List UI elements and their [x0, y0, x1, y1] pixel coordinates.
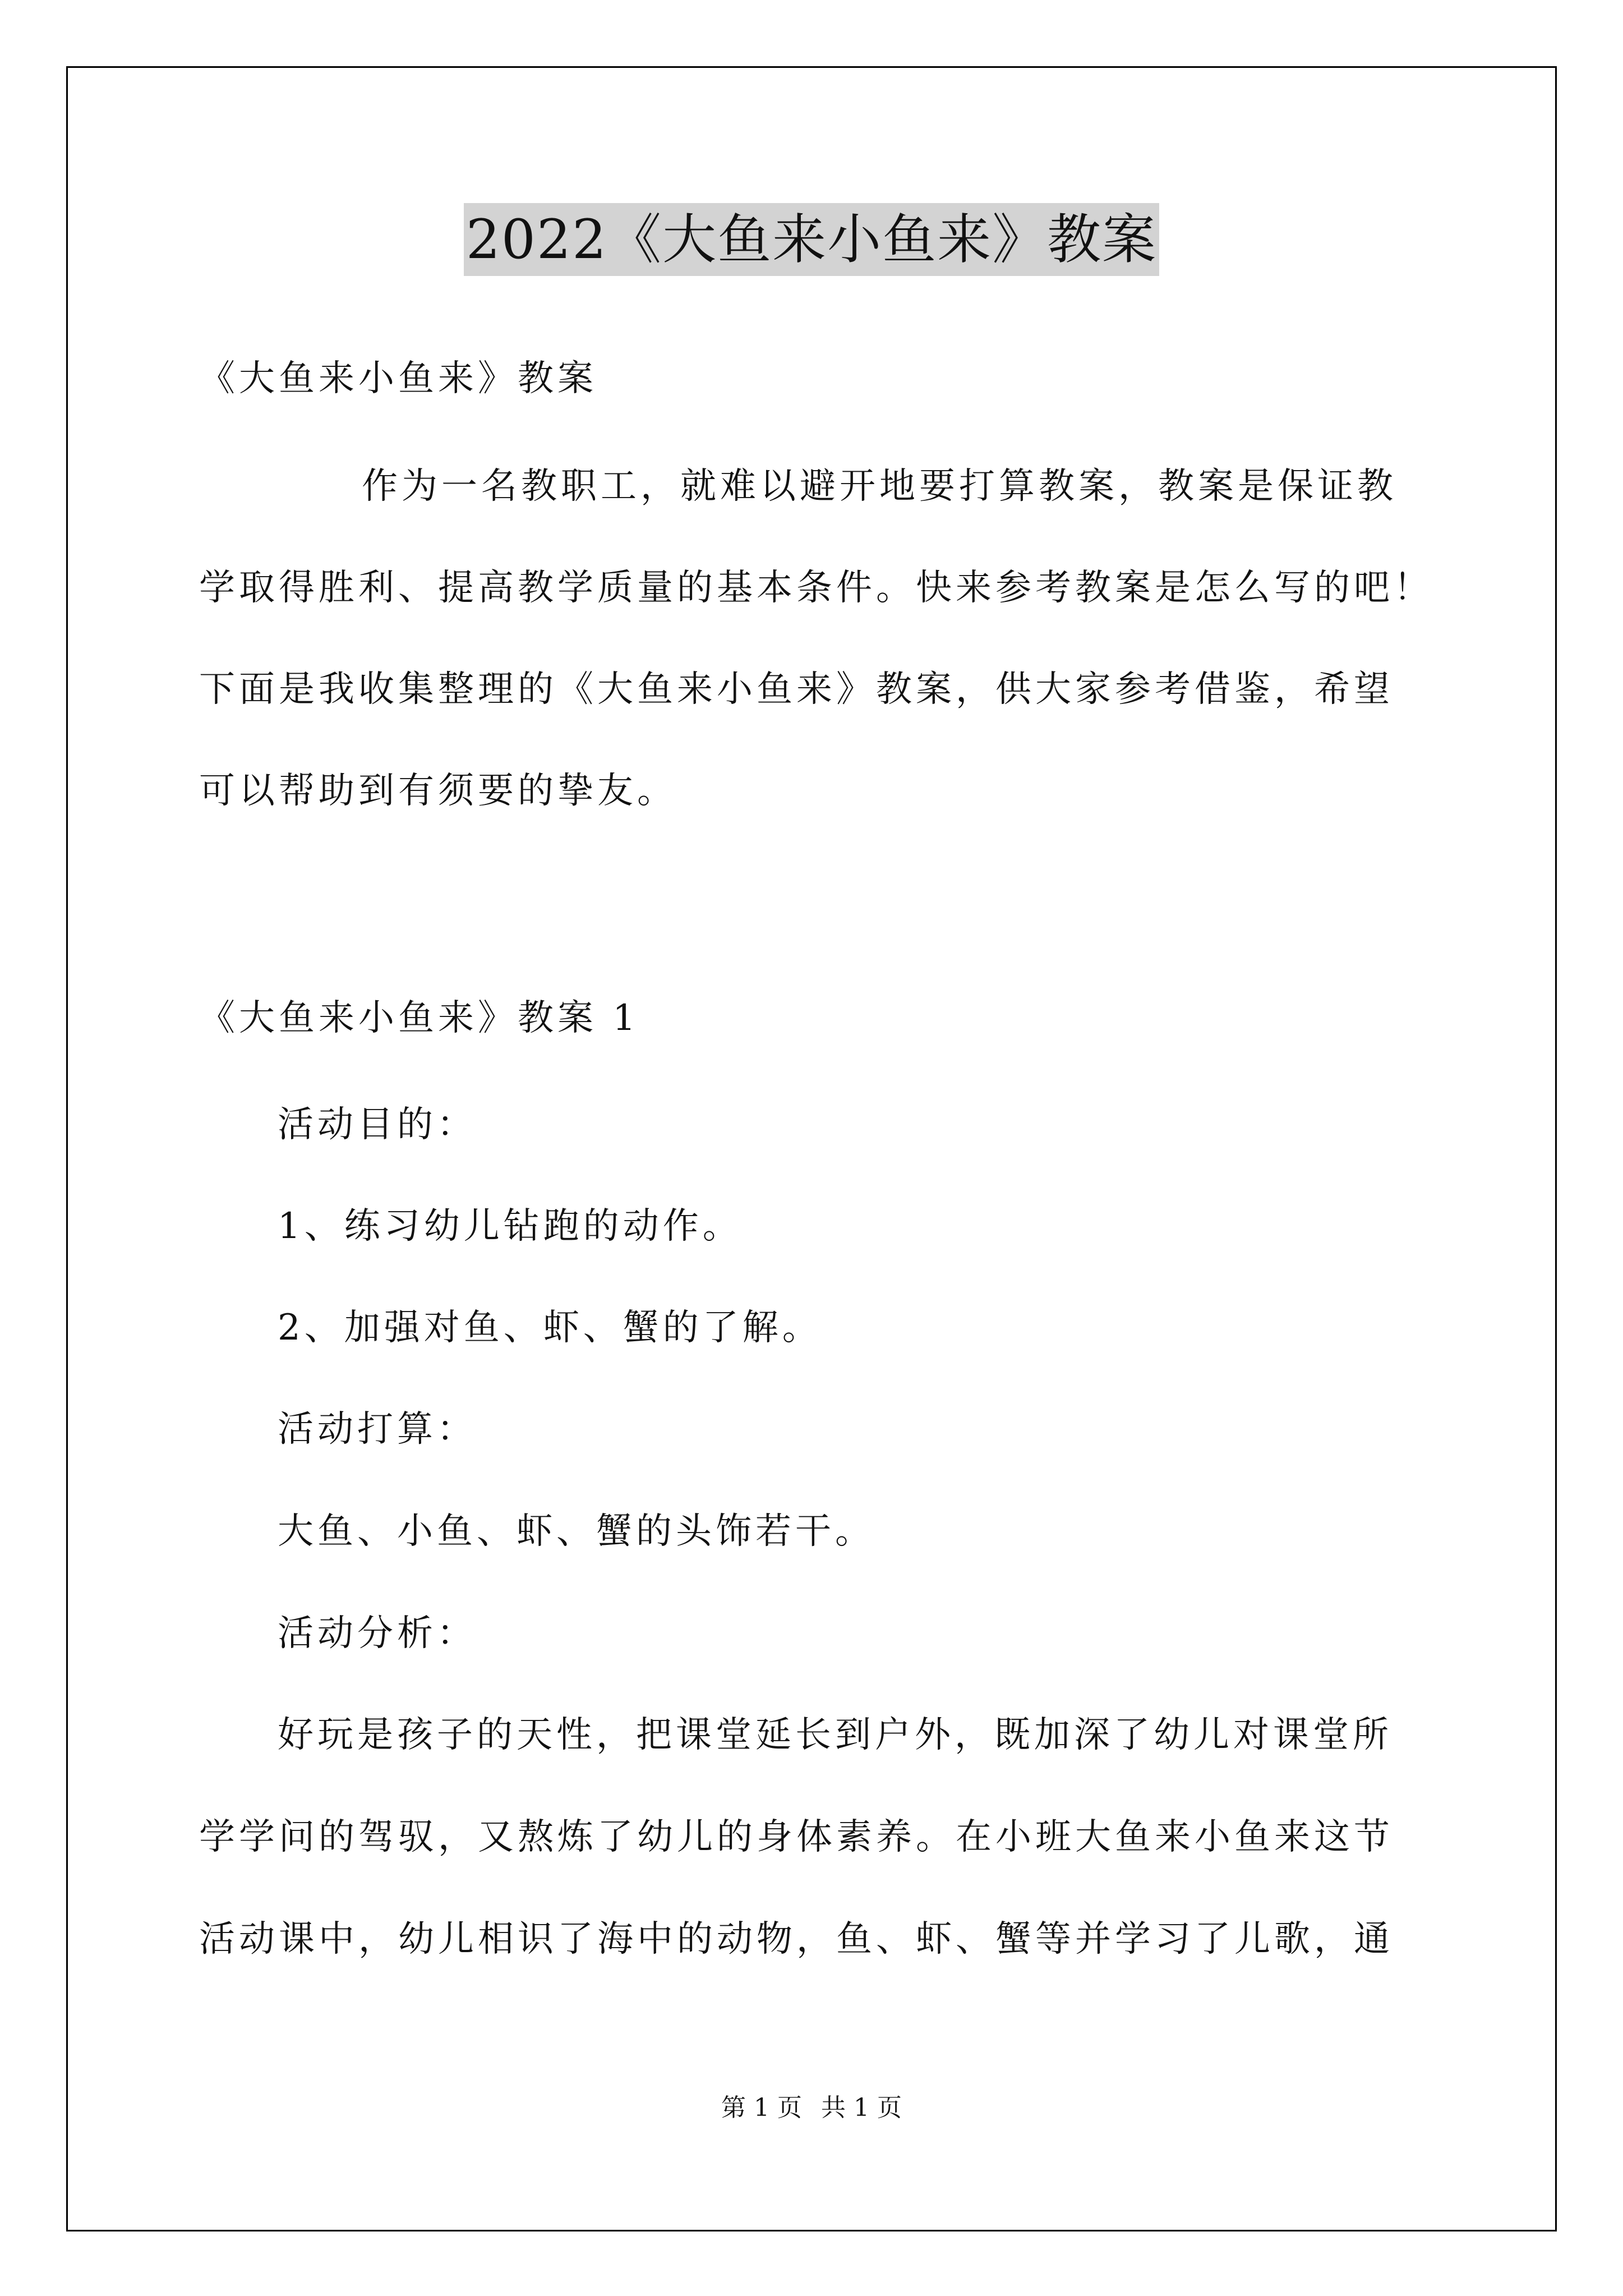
- paragraph-line: 学学问的驾驭，又熬炼了幼儿的身体素养。在小班大鱼来小鱼来这节: [199, 1816, 1394, 1858]
- paragraph-line: 学取得胜利、提高教学质量的基本条件。快来参考教案是怎么写的吧！: [199, 567, 1433, 609]
- paragraph-line: 2、加强对鱼、虾、蟹的了解。: [278, 1307, 822, 1349]
- paragraph-line: 好玩是孩子的天性，把课堂延长到户外，既加深了幼儿对课堂所: [278, 1714, 1393, 1756]
- paragraph-line: 活动分析：: [278, 1613, 477, 1654]
- paragraph-line: 活动打算：: [278, 1409, 477, 1450]
- page-title: 2022《大鱼来小鱼来》教案: [464, 203, 1159, 276]
- paragraph-line: 大鱼、小鱼、虾、蟹的头饰若干。: [278, 1511, 875, 1552]
- page-number: 第 1 页: [721, 2093, 802, 2122]
- paragraph-line: 下面是我收集整理的《大鱼来小鱼来》教案，供大家参考借鉴，希望: [199, 669, 1394, 710]
- paragraph-line: 活动课中，幼儿相识了海中的动物，鱼、虾、蟹等并学习了儿歌，通: [199, 1918, 1394, 1960]
- page-total: 共 1 页: [821, 2093, 902, 2122]
- paragraph-line: 活动目的：: [278, 1104, 477, 1145]
- page-footer: [0, 2091, 1623, 2125]
- title-container: [0, 203, 1623, 276]
- paragraph-line: 作为一名教职工，就难以避开地要打算教案，教案是保证教: [362, 466, 1397, 507]
- paragraph-line: 可以帮助到有须要的挚友。: [199, 770, 677, 812]
- subtitle: 《大鱼来小鱼来》教案: [199, 358, 597, 399]
- paragraph-line: 1、练习幼儿钻跑的动作。: [278, 1205, 743, 1247]
- section-heading: 《大鱼来小鱼来》教案 1: [199, 997, 640, 1039]
